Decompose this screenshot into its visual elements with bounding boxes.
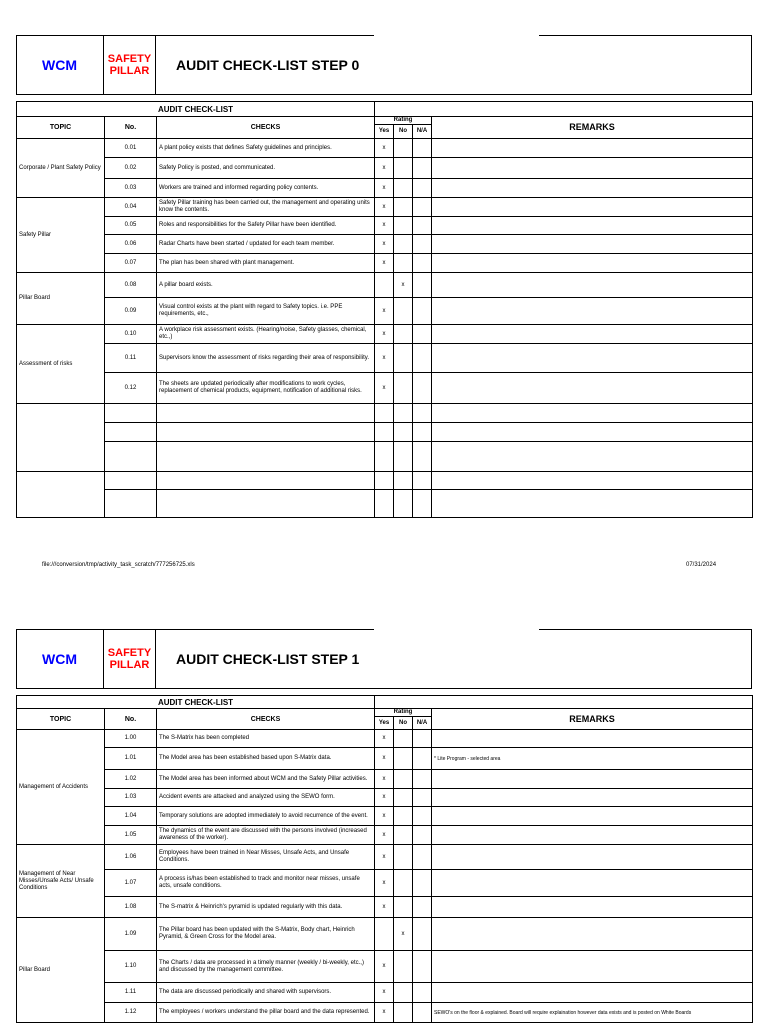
- rating-no: x: [394, 273, 413, 298]
- empty-cell: [105, 404, 157, 423]
- topic-cell: Assessment of risks: [17, 325, 105, 404]
- row-remark: [432, 730, 753, 748]
- page-title: AUDIT CHECK-LIST STEP 0: [176, 57, 360, 73]
- rating-no: [394, 325, 413, 344]
- empty-cell: [375, 490, 394, 518]
- pillar-line2: PILLAR: [109, 65, 150, 77]
- rating-no: [394, 373, 413, 404]
- rating-no: [394, 789, 413, 807]
- checklist-step-0: [16, 35, 752, 530]
- row-remark: [432, 845, 753, 870]
- empty-cell: [413, 490, 432, 518]
- rating-no: [394, 139, 413, 158]
- pillar-line1: SAFETY: [107, 53, 152, 65]
- row-no: 1.06: [105, 845, 157, 870]
- rating-na: [413, 789, 432, 807]
- row-remark: [432, 325, 753, 344]
- rating-na: [413, 298, 432, 325]
- row-remark: [432, 373, 753, 404]
- row-remark: [432, 217, 753, 235]
- rating-header: Rating: [375, 709, 432, 717]
- rating-no: [394, 198, 413, 217]
- checklist-step-1: [16, 629, 752, 1024]
- step1-header: [16, 629, 752, 689]
- row-check: A plant policy exists that defines Safety guidelines and principles.: [157, 139, 375, 158]
- empty-topic-cell: [17, 404, 105, 472]
- rating-na: [413, 373, 432, 404]
- row-no: 1.04: [105, 807, 157, 826]
- rating-yes: x: [375, 983, 394, 1003]
- rating-yes: x: [375, 870, 394, 897]
- rating-no: [394, 730, 413, 748]
- rating-na: [413, 273, 432, 298]
- empty-cell: [157, 423, 375, 442]
- rating-yes: x: [375, 344, 394, 373]
- row-check: Roles and responsibilities for the Safety Pillar have been identified.: [157, 217, 375, 235]
- checklist-table: [16, 101, 753, 518]
- topic-cell: Corporate / Plant Safety Policy: [17, 139, 105, 198]
- topic-header: TOPIC: [17, 709, 105, 730]
- row-no: 1.07: [105, 870, 157, 897]
- empty-cell: [105, 442, 157, 472]
- na-header: N/A: [413, 125, 432, 139]
- rating-no: [394, 951, 413, 983]
- row-no: 0.05: [105, 217, 157, 235]
- row-remark: [432, 826, 753, 845]
- rating-no: [394, 344, 413, 373]
- row-check: The Charts / data are processed in a timely manner (weekly / bi-weekly, etc.,) and discussed by the management committee.: [157, 951, 375, 983]
- empty-cell: [105, 423, 157, 442]
- row-no: 1.11: [105, 983, 157, 1003]
- row-remark: [432, 179, 753, 198]
- rating-yes: [375, 918, 394, 951]
- rating-no: [394, 748, 413, 770]
- rating-na: [413, 198, 432, 217]
- pillar-line1: SAFETY: [107, 647, 152, 659]
- yes-header: Yes: [375, 717, 394, 730]
- rating-no: [394, 845, 413, 870]
- row-no: 1.05: [105, 826, 157, 845]
- row-no: 0.09: [105, 298, 157, 325]
- empty-cell: [375, 423, 394, 442]
- wcm-logo: WCM: [16, 35, 104, 95]
- topic-cell: Management of Accidents: [17, 730, 105, 845]
- row-check: The employees / workers understand the pillar board and the data represented.: [157, 1003, 375, 1023]
- na-header: N/A: [413, 717, 432, 730]
- row-check: The sheets are updated periodically after modifications to work cycles, replacement of chemical products, equipment, notification of additional risks.: [157, 373, 375, 404]
- empty-cell: [394, 472, 413, 490]
- footer-date: 07/31/2024: [686, 562, 717, 568]
- rating-na: [413, 807, 432, 826]
- empty-cell: [394, 404, 413, 423]
- topic-cell: Safety Pillar: [17, 198, 105, 273]
- empty-cell: [432, 442, 753, 472]
- rating-yes: x: [375, 826, 394, 845]
- rating-no: [394, 254, 413, 273]
- row-remark: [432, 198, 753, 217]
- rating-no: [394, 235, 413, 254]
- rating-no: [394, 983, 413, 1003]
- rating-yes: x: [375, 158, 394, 179]
- row-no: 1.02: [105, 770, 157, 789]
- rating-no: [394, 770, 413, 789]
- rating-yes: x: [375, 325, 394, 344]
- rating-na: [413, 139, 432, 158]
- rating-na: [413, 325, 432, 344]
- rating-no: [394, 870, 413, 897]
- row-check: Employees have been trained in Near Misses, Unsafe Acts, and Unsafe Conditions.: [157, 845, 375, 870]
- safety-pillar-logo: [104, 629, 156, 689]
- checks-header: CHECKS: [157, 709, 375, 730]
- rating-yes: x: [375, 235, 394, 254]
- row-no: 0.02: [105, 158, 157, 179]
- rating-na: [413, 235, 432, 254]
- row-check: The S-matrix & Heinrich's pyramid is updated regularly with this data.: [157, 897, 375, 918]
- no-header: No.: [105, 709, 157, 730]
- row-check: The dynamics of the event are discussed with the persons involved (increased awareness of the worker).: [157, 826, 375, 845]
- wcm-logo: WCM: [16, 629, 104, 689]
- empty-cell: [394, 442, 413, 472]
- row-check: A process is/has been established to track and monitor near misses, unsafe acts, unsafe conditions.: [157, 870, 375, 897]
- rating-no: [394, 826, 413, 845]
- empty-cell: [375, 472, 394, 490]
- rating-yes: x: [375, 217, 394, 235]
- row-no: 1.00: [105, 730, 157, 748]
- row-check: The plan has been shared with plant management.: [157, 254, 375, 273]
- rating-na: [413, 217, 432, 235]
- rating-yes: x: [375, 897, 394, 918]
- rating-na: [413, 770, 432, 789]
- rating-yes: x: [375, 845, 394, 870]
- topic-cell: Pillar Board: [17, 273, 105, 325]
- empty-cell: [432, 423, 753, 442]
- row-remark: [432, 897, 753, 918]
- row-no: 0.03: [105, 179, 157, 198]
- row-remark: [432, 254, 753, 273]
- row-remark: [432, 951, 753, 983]
- rating-yes: x: [375, 730, 394, 748]
- no-mark-header: No: [394, 125, 413, 139]
- row-remark: [432, 807, 753, 826]
- row-no: 1.01: [105, 748, 157, 770]
- empty-cell: [413, 423, 432, 442]
- rating-no: x: [394, 918, 413, 951]
- rating-na: [413, 870, 432, 897]
- pillar-line2: PILLAR: [109, 659, 150, 671]
- yes-header: Yes: [375, 125, 394, 139]
- rating-yes: x: [375, 789, 394, 807]
- rating-no: [394, 217, 413, 235]
- row-no: 0.10: [105, 325, 157, 344]
- row-check: The Model area has been established based upon S-Matrix data.: [157, 748, 375, 770]
- row-remark: SEWO's on the floor & explained. Board will require explaination however data exists and is posted on White Boards: [432, 1003, 753, 1023]
- rating-na: [413, 826, 432, 845]
- rating-na: [413, 254, 432, 273]
- row-check: Workers are trained and informed regarding policy contents.: [157, 179, 375, 198]
- rating-yes: x: [375, 139, 394, 158]
- empty-cell: [432, 404, 753, 423]
- empty-cell: [157, 490, 375, 518]
- row-remark: [432, 235, 753, 254]
- rating-header: Rating: [375, 117, 432, 125]
- rating-yes: x: [375, 373, 394, 404]
- row-check: Temporary solutions are adopted immediately to avoid recurrence of the event.: [157, 807, 375, 826]
- empty-cell: [394, 490, 413, 518]
- topic-header: TOPIC: [17, 117, 105, 139]
- empty-cell: [375, 404, 394, 423]
- remarks-header: REMARKS: [432, 117, 753, 139]
- row-no: 0.01: [105, 139, 157, 158]
- empty-cell: [413, 472, 432, 490]
- row-check: Radar Charts have been started / updated for each team member.: [157, 235, 375, 254]
- rating-no: [394, 179, 413, 198]
- row-check: The data are discussed periodically and shared with supervisors.: [157, 983, 375, 1003]
- rating-yes: x: [375, 951, 394, 983]
- safety-pillar-logo: [104, 35, 156, 95]
- row-check: Visual control exists at the plant with regard to Safety topics. i.e. PPE requirements, etc.,: [157, 298, 375, 325]
- rating-na: [413, 748, 432, 770]
- rating-na: [413, 179, 432, 198]
- empty-cell: [157, 442, 375, 472]
- step0-header: [16, 35, 752, 95]
- row-remark: * Lite Program - selected area: [432, 748, 753, 770]
- rating-na: [413, 983, 432, 1003]
- row-remark: [432, 789, 753, 807]
- topic-cell: Pillar Board: [17, 918, 105, 1023]
- rating-yes: x: [375, 748, 394, 770]
- rating-na: [413, 344, 432, 373]
- row-no: 1.09: [105, 918, 157, 951]
- rating-yes: x: [375, 179, 394, 198]
- remarks-header: REMARKS: [432, 709, 753, 730]
- blank-cell: [375, 102, 753, 117]
- empty-cell: [375, 442, 394, 472]
- table-caption: AUDIT CHECK-LIST: [17, 696, 375, 709]
- row-no: 1.08: [105, 897, 157, 918]
- row-check: The Model area has been informed about WCM and the Safety Pillar activities.: [157, 770, 375, 789]
- rating-yes: x: [375, 1003, 394, 1023]
- row-check: The Pillar board has been updated with the S-Matrix, Body chart, Heinrich Pyramid, & Green Cross for the Model area.: [157, 918, 375, 951]
- topic-cell: Management of Near Misses/Unsafe Acts/ Unsafe Conditions: [17, 845, 105, 918]
- row-check: A pillar board exists.: [157, 273, 375, 298]
- rating-na: [413, 845, 432, 870]
- empty-cell: [413, 404, 432, 423]
- row-remark: [432, 273, 753, 298]
- row-check: Safety Policy is posted, and communicated.: [157, 158, 375, 179]
- footer-file-path: file:///conversion/tmp/activity_task_scratch/777256725.xls: [42, 562, 195, 568]
- rating-yes: x: [375, 770, 394, 789]
- rating-no: [394, 158, 413, 179]
- rating-na: [413, 897, 432, 918]
- row-check: Supervisors know the assessment of risks regarding their area of responsibility.: [157, 344, 375, 373]
- page-title: AUDIT CHECK-LIST STEP 1: [176, 651, 360, 667]
- no-mark-header: No: [394, 717, 413, 730]
- row-no: 0.11: [105, 344, 157, 373]
- rating-na: [413, 730, 432, 748]
- rating-na: [413, 918, 432, 951]
- row-check: The S-Matrix has been completed: [157, 730, 375, 748]
- rating-yes: x: [375, 198, 394, 217]
- table-caption: AUDIT CHECK-LIST: [17, 102, 375, 117]
- checks-header: CHECKS: [157, 117, 375, 139]
- rating-na: [413, 1003, 432, 1023]
- row-no: 0.07: [105, 254, 157, 273]
- row-check: A workplace risk assessment exists. (Hearing/noise, Safety glasses, chemical, etc.,): [157, 325, 375, 344]
- rating-yes: x: [375, 298, 394, 325]
- row-remark: [432, 139, 753, 158]
- row-remark: [432, 344, 753, 373]
- row-remark: [432, 983, 753, 1003]
- empty-cell: [105, 472, 157, 490]
- empty-cell: [413, 442, 432, 472]
- row-no: 0.06: [105, 235, 157, 254]
- row-remark: [432, 870, 753, 897]
- rating-na: [413, 158, 432, 179]
- empty-cell: [394, 423, 413, 442]
- row-no: 1.10: [105, 951, 157, 983]
- rating-yes: x: [375, 254, 394, 273]
- row-remark: [432, 158, 753, 179]
- rating-no: [394, 897, 413, 918]
- empty-topic-cell: [17, 472, 105, 518]
- empty-cell: [157, 404, 375, 423]
- row-remark: [432, 298, 753, 325]
- rating-yes: x: [375, 807, 394, 826]
- row-no: 0.08: [105, 273, 157, 298]
- rating-na: [413, 951, 432, 983]
- no-header: No.: [105, 117, 157, 139]
- rating-no: [394, 1003, 413, 1023]
- row-check: Accident events are attacked and analyzed using the SEWO form.: [157, 789, 375, 807]
- empty-cell: [105, 490, 157, 518]
- empty-cell: [432, 472, 753, 490]
- row-remark: [432, 770, 753, 789]
- empty-cell: [432, 490, 753, 518]
- rating-no: [394, 807, 413, 826]
- row-remark: [432, 918, 753, 951]
- row-check: Safety Pillar training has been carried out, the management and operating units know the contents.: [157, 198, 375, 217]
- empty-cell: [157, 472, 375, 490]
- checklist-table: [16, 695, 753, 1023]
- row-no: 0.12: [105, 373, 157, 404]
- blank-cell: [375, 696, 753, 709]
- row-no: 1.03: [105, 789, 157, 807]
- rating-yes: [375, 273, 394, 298]
- row-no: 1.12: [105, 1003, 157, 1023]
- rating-no: [394, 298, 413, 325]
- row-no: 0.04: [105, 198, 157, 217]
